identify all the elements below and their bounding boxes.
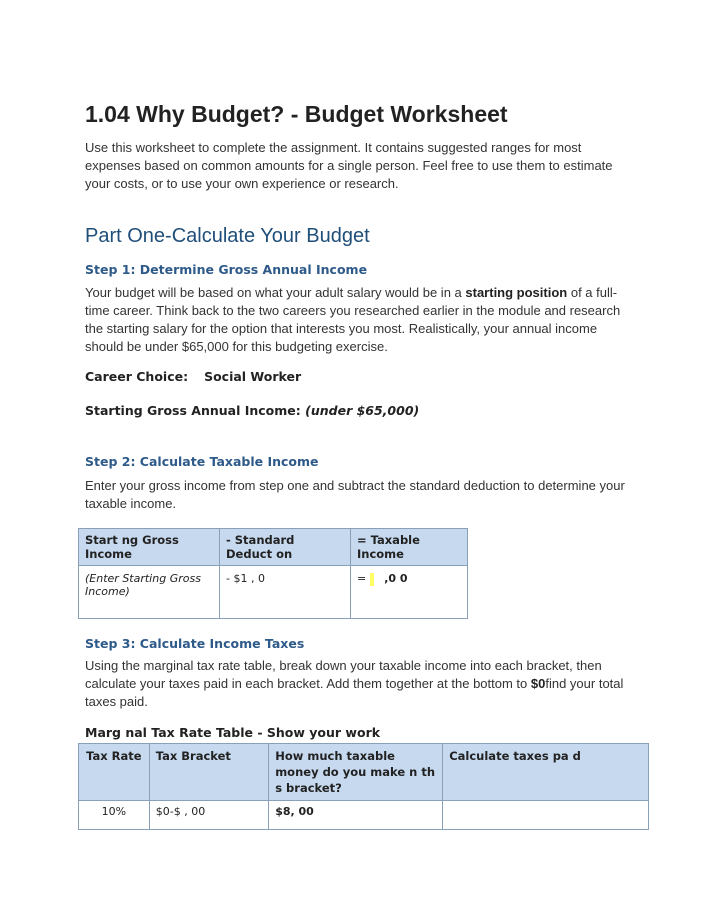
- starting-income-hint[interactable]: (under $65,000): [305, 403, 420, 418]
- step1-text-after: of a full-time career. Think back to the two careers you researched earlier in the module and research the starting salary for the option that interests you most. Realistically, your annual income should be under $65,000 for this budgeting exercise.: [85, 285, 621, 354]
- step3-text-before: Using the marginal tax rate table, break down your taxable income into each bracket, then calculate your taxes paid in each bracket. Add them together at the bottom to: [85, 658, 602, 691]
- cell-taxable-money[interactable]: $8, 00: [269, 801, 443, 830]
- highlight-mark: [370, 573, 374, 586]
- header-tax-bracket: Tax Bracket: [149, 744, 268, 801]
- step1-text-before: Your budget will be based on what your adult salary would be in a: [85, 285, 466, 300]
- cell-standard-deduction[interactable]: - $1 , 0: [220, 566, 351, 619]
- page-title: 1.04 Why Budget? - Budget Worksheet: [85, 101, 508, 127]
- header-gross-income: Start ng Gross Income: [79, 529, 220, 566]
- table-row: [79, 566, 468, 619]
- career-choice-value[interactable]: Social Worker: [204, 369, 302, 384]
- starting-income-label: Starting Gross Annual Income:: [85, 403, 301, 418]
- taxable-value: ,0 0: [384, 572, 408, 585]
- intro-paragraph: Use this worksheet to complete the assignment. It contains suggested ranges for most expenses based on common amounts for a single person. Feel free to use them to estimate your costs, or to use your own experience or research.: [85, 140, 613, 191]
- step2-paragraph: Enter your gross income from step one and subtract the standard deduction to determine your taxable income.: [85, 478, 625, 511]
- career-choice-row: [85, 369, 301, 384]
- taxable-income-table: [78, 528, 468, 619]
- cell-taxes-paid[interactable]: [443, 801, 649, 830]
- header-taxable-income: = Taxable Income: [351, 529, 468, 566]
- table-row: [79, 801, 649, 830]
- header-tax-rate: Tax Rate: [79, 744, 150, 801]
- career-choice-label: Career Choice:: [85, 369, 189, 384]
- part-one-heading: Part One-Calculate Your Budget: [85, 225, 370, 247]
- taxable-prefix: =: [357, 572, 367, 585]
- step1-paragraph: [85, 284, 630, 356]
- step2-heading: Step 2: Calculate Taxable Income: [85, 454, 319, 469]
- starting-income-row: [85, 403, 419, 418]
- tax-table-title: Marg nal Tax Rate Table - Show your work: [85, 725, 381, 740]
- table-header-row: [79, 529, 468, 566]
- table-header-row: [79, 744, 649, 801]
- step3-heading: Step 3: Calculate Income Taxes: [85, 636, 305, 651]
- cell-tax-rate: 10%: [79, 801, 150, 830]
- cell-taxable-income[interactable]: [351, 566, 468, 619]
- header-taxable-money: How much taxable money do you make n th s bracket?: [269, 744, 443, 801]
- step3-text-bold: $0: [530, 676, 546, 691]
- cell-gross-income[interactable]: (Enter Starting Gross Income): [79, 566, 220, 619]
- step3-text-after: find your total taxes paid.: [85, 676, 624, 709]
- header-standard-deduction: - Standard Deduct on: [220, 529, 351, 566]
- step3-paragraph: [85, 657, 630, 711]
- step1-text-bold: starting position: [465, 285, 568, 300]
- marginal-tax-table: [78, 743, 649, 830]
- step1-heading: Step 1: Determine Gross Annual Income: [85, 262, 368, 277]
- header-taxes-paid: Calculate taxes pa d: [443, 744, 649, 801]
- cell-tax-bracket: $0-$ , 00: [149, 801, 268, 830]
